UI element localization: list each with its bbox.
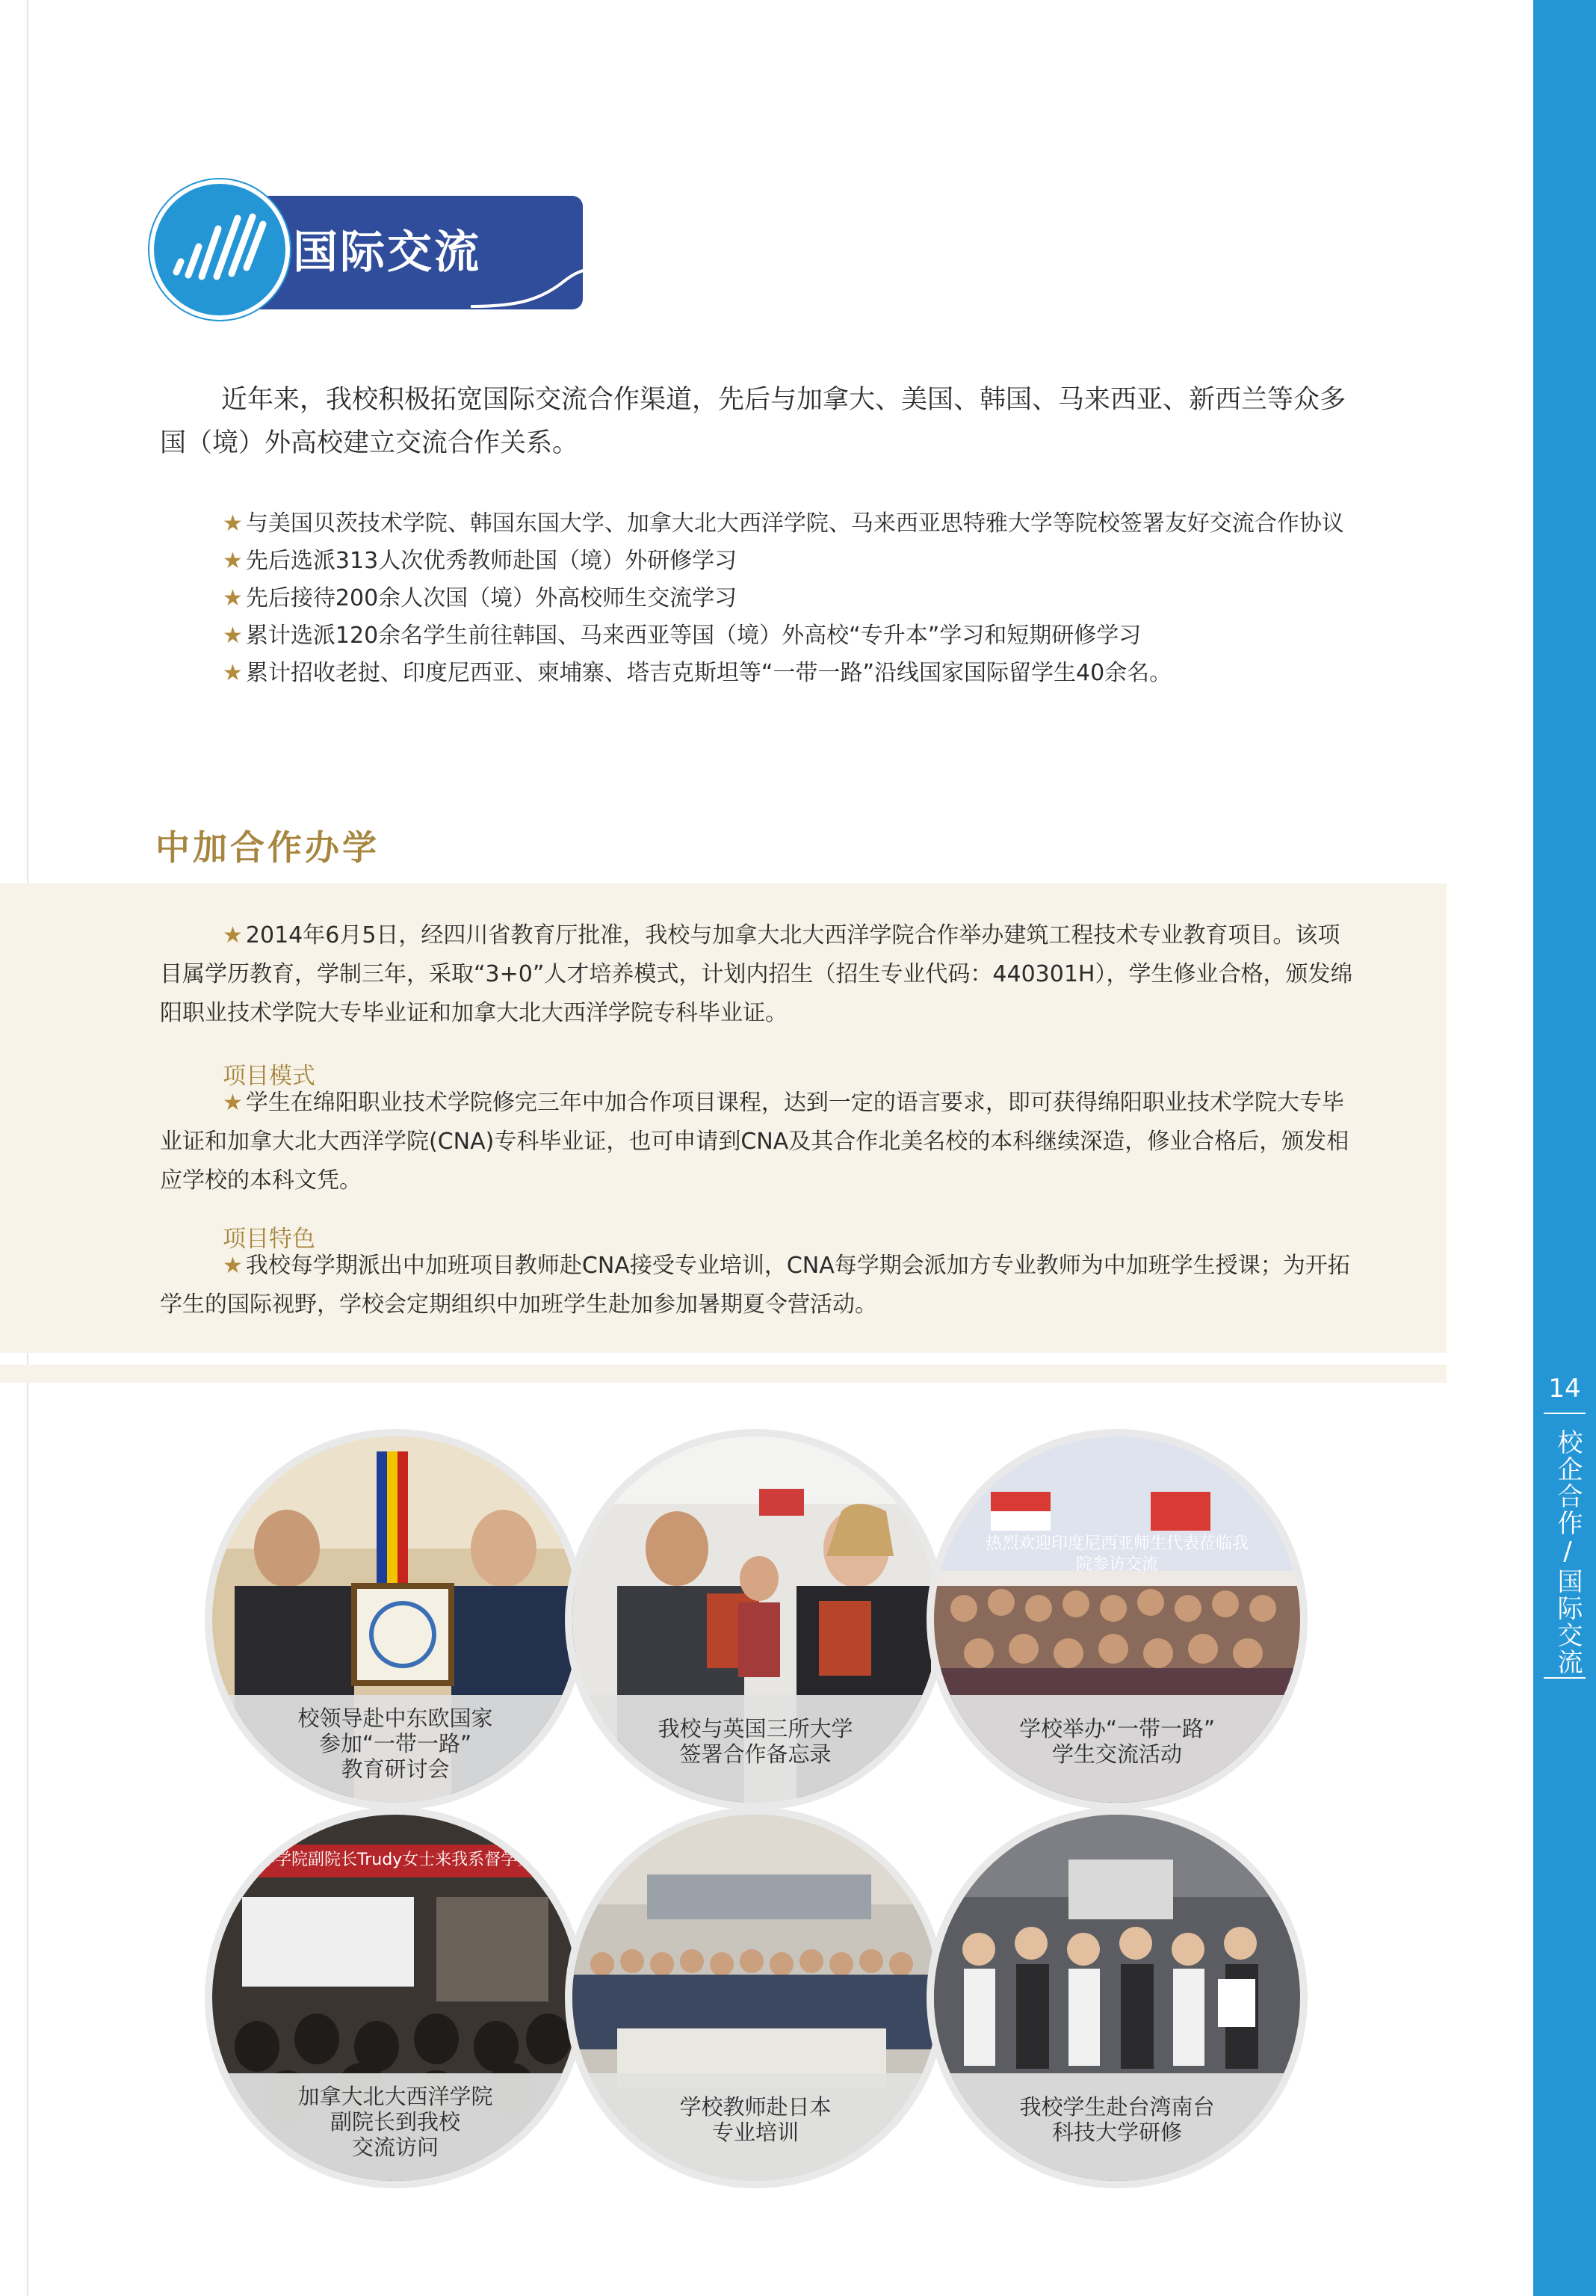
cooperation-paragraph: ★ 2014年6月5日，经四川省教育厅批准，我校与加拿大北大西洋学院合作举办建筑工程技术专业教育项目。该项目属学历教育，学制三年，采取“3+0”人才培养模式，计划内招生（招生专业代码：440301H），学生修业合格，颁发绵阳职业技术学院大专毕业证和加拿大北大西洋学院专科毕业证。 <box>160 922 1353 1026</box>
photo-belt-road-student-exchange <box>934 1436 1300 1803</box>
photo-event-banner: 西洋学院副院长Trudy女士来我系督学交流 <box>242 1851 551 1869</box>
feature-subheading: 项目特色 <box>223 1226 315 1253</box>
photo-welcome-banner: 热烈欢迎印度尼西亚师生代表莅临我院参访交流 <box>985 1534 1249 1574</box>
list-item: ★ 累计选派120余名学生前往韩国、马来西亚等国（境）外高校“专升本”学习和短期研修学习 <box>223 623 1142 649</box>
cooperation-panel-stripe <box>0 1365 1447 1383</box>
photo-students-taiwan-study <box>934 1815 1300 2181</box>
star-icon: ★ <box>223 548 243 574</box>
stripes-logo-icon-glyph <box>154 184 285 315</box>
mode-paragraph: ★ 学生在绵阳职业技术学院修完三年中加合作项目课程，达到一定的语言要求，即可获得绵阳职业技术学院大专毕业证和加拿大北大西洋学院(CNA)专科毕业证，也可申请到CNA及其合作北美名校的本科继续深造，修业合格后，颁发相应学校的本科文凭。 <box>160 1090 1349 1194</box>
side-section-title: 校企合作/国际交流 <box>1553 1429 1583 1676</box>
feature-paragraph: ★ 我校每学期派出中加班项目教师赴CNA接受专业培训，CNA每学期会派加方专业教师为中加班学生授课；为开拓学生的国际视野，学校会定期组织中加班学生赴加参加暑期夏令营活动。 <box>160 1253 1350 1318</box>
list-item: ★ 先后接待200余人次国（境）外高校师生交流学习 <box>223 585 737 611</box>
photo-delegation-forum <box>212 1436 578 1803</box>
stripes-logo-icon <box>149 179 290 320</box>
list-item: ★ 先后选派313人次优秀教师赴国（境）外研修学习 <box>223 548 737 574</box>
photo-uk-mou-signing <box>572 1436 938 1803</box>
photo-cna-vice-president-visit <box>212 1815 578 2181</box>
header-wave-icon <box>471 254 590 314</box>
photo-caption: 我校与英国三所大学 签署合作备忘录 <box>658 1716 853 1767</box>
photo-caption: 校领导赴中东欧国家 参加“一带一路” 教育研讨会 <box>297 1706 493 1782</box>
photo-caption: 加拿大北大西洋学院 副院长到我校 交流访问 <box>297 2084 493 2160</box>
photo-caption: 学校举办“一带一路” 学生交流活动 <box>1018 1716 1216 1767</box>
side-strip <box>1533 0 1596 2296</box>
side-divider-bottom <box>1544 1677 1586 1679</box>
intro-paragraph: 近年来，我校积极拓宽国际交流合作渠道，先后与加拿大、美国、韩国、马来西亚、新西兰等众多国（境）外高校建立交流合作关系。 <box>160 385 1346 458</box>
star-icon: ★ <box>223 510 243 537</box>
photo-caption: 学校教师赴日本 专业培训 <box>679 2094 832 2145</box>
page-number: 14 <box>1548 1374 1581 1404</box>
photo-caption: 我校学生赴台湾南台 科技大学研修 <box>1019 2094 1215 2145</box>
star-icon: ★ <box>223 660 243 686</box>
photo-teachers-japan-training <box>572 1815 938 2181</box>
section-title: 国际交流 <box>293 226 481 279</box>
star-icon: ★ <box>223 922 243 948</box>
star-icon: ★ <box>223 623 243 649</box>
list-item: ★ 累计招收老挝、印度尼西亚、柬埔寨、塔吉克斯坦等“一带一路”沿线国家国际留学生40余名。 <box>223 660 1172 686</box>
highlights-list <box>160 505 1355 692</box>
side-divider-top <box>1544 1413 1586 1414</box>
cooperation-heading: 中加合作办学 <box>155 827 380 868</box>
mode-subheading: 项目模式 <box>223 1063 315 1090</box>
star-icon: ★ <box>223 1253 243 1279</box>
section-header <box>149 179 598 329</box>
star-icon: ★ <box>223 585 243 611</box>
list-item: ★ 与美国贝茨技术学院、韩国东国大学、加拿大北大西洋学院、马来西亚思特雅大学等院校签署友好交流合作协议 <box>223 510 1344 537</box>
star-icon: ★ <box>223 1090 243 1116</box>
